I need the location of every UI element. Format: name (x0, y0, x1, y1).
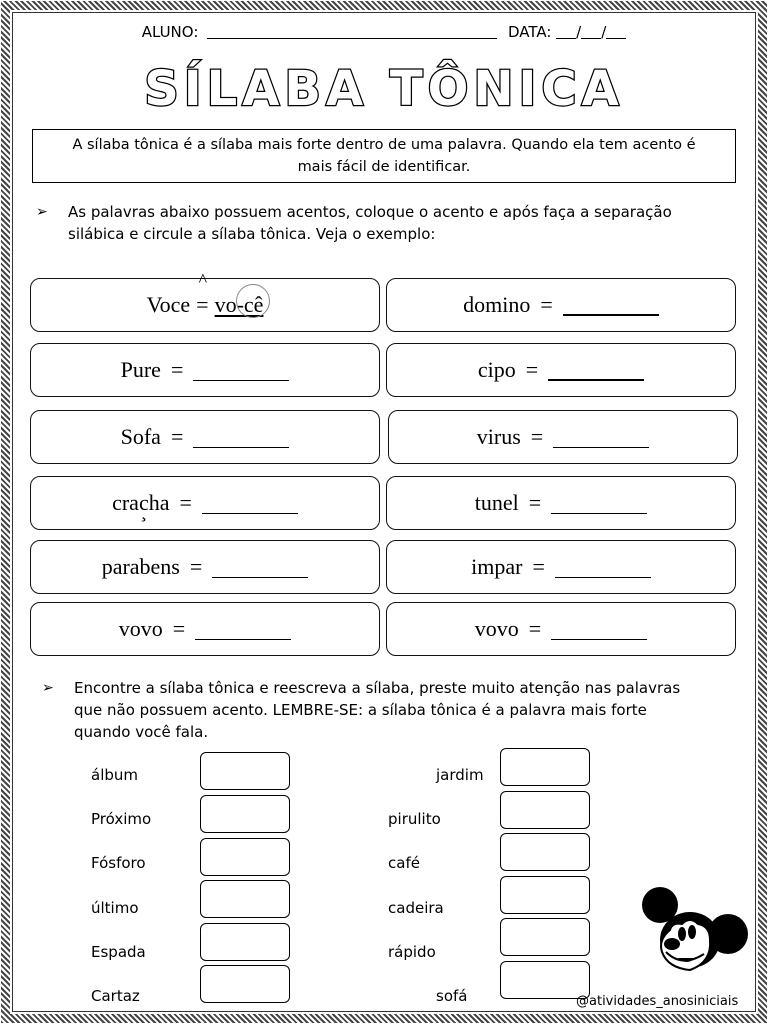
equals-sign: = (540, 292, 553, 317)
answer-blank[interactable] (551, 493, 647, 514)
list-word: rápido (388, 943, 436, 961)
circumflex-accent-mark: ^ (198, 270, 208, 290)
word-box (30, 410, 380, 464)
word-label: vovo (118, 616, 163, 641)
student-label: ALUNO: (141, 23, 199, 41)
definition-box (32, 129, 736, 183)
word-box (386, 278, 736, 332)
exercise1-instruction (36, 201, 736, 245)
answer-blank[interactable] (195, 619, 291, 640)
equals-sign: = (172, 616, 186, 641)
equals-sign: = (528, 490, 542, 515)
equals-sign: = (532, 554, 545, 579)
exercise2-instruction (42, 677, 742, 743)
example-word-box (30, 270, 380, 332)
word-box (386, 540, 736, 594)
list-word: Espada (91, 943, 146, 961)
example-word: Voce (146, 292, 191, 317)
instruction-line: As palavras abaixo possuem acentos, coloque o acento e após faça a separação (68, 203, 672, 221)
word-label: parabens (101, 554, 180, 579)
answer-blank[interactable] (548, 359, 644, 381)
word-label: impar (471, 554, 523, 579)
arrow-bullet-icon: ➢ (36, 204, 48, 220)
list-word: cadeira (388, 899, 444, 917)
date-separator: / (601, 23, 607, 41)
word-label: virus (476, 424, 521, 449)
word-box (30, 602, 380, 656)
equals-sign: = (170, 424, 184, 449)
syllable-answer-box[interactable] (500, 918, 590, 956)
instruction-line: silábica e circule a sílaba tônica. Veja o exemplo: (68, 225, 436, 243)
equals-sign: = (525, 357, 539, 382)
instruction-line: quando você fala. (74, 723, 209, 741)
syllable-answer-box[interactable] (200, 923, 290, 961)
word-box (30, 343, 380, 397)
answer-blank[interactable] (193, 360, 289, 381)
answer-blank[interactable] (563, 294, 659, 316)
word-box (30, 540, 380, 594)
example-answer: vo-cê (215, 292, 264, 318)
syllable-answer-box[interactable] (500, 748, 590, 786)
page-title: SÍLABA TÔNICA (144, 61, 624, 117)
syllable-answer-box[interactable] (200, 838, 290, 876)
syllable-answer-box[interactable] (500, 876, 590, 914)
answer-blank[interactable] (193, 427, 289, 448)
word-box (388, 410, 738, 464)
equals-sign: = (528, 616, 542, 641)
answer-blank[interactable] (551, 619, 647, 640)
student-name-blank[interactable] (207, 22, 497, 39)
list-word: sofá (436, 987, 468, 1005)
syllable-answer-box[interactable] (500, 791, 590, 829)
word-label: cipo (477, 357, 516, 382)
date-day-blank[interactable] (556, 22, 576, 39)
list-word: Próximo (91, 810, 152, 828)
syllable-answer-box[interactable] (200, 752, 290, 790)
list-word: jardim (436, 766, 484, 784)
instruction-line: Encontre a sílaba tônica e reescreva a sílaba, preste muito atenção nas palavras (74, 679, 681, 697)
syllable-answer-box[interactable] (200, 795, 290, 833)
equals-sign: = (530, 424, 544, 449)
answer-blank[interactable] (202, 493, 298, 514)
word-label: tunel (474, 490, 519, 515)
word-label: Sofa (120, 424, 161, 449)
header-line (0, 18, 768, 46)
word-box (386, 343, 736, 397)
word-label: vovo (474, 616, 519, 641)
arrow-bullet-icon: ➢ (42, 680, 54, 696)
word-box (30, 476, 380, 530)
word-box (386, 476, 736, 530)
date-separator: / (576, 23, 582, 41)
date-year-blank[interactable] (606, 22, 626, 39)
equals-sign: = (179, 490, 192, 515)
credit-handle: @atividades_anosiniciais (576, 994, 739, 1009)
instruction-line: que não possuem acento. LEMBRE-SE: a sílaba tônica é a palavra mais forte (74, 701, 647, 719)
word-box (386, 602, 736, 656)
equals-sign: = (170, 357, 184, 382)
syllable-answer-box[interactable] (500, 833, 590, 871)
list-word: Fósforo (91, 854, 146, 872)
list-word: último (91, 899, 139, 917)
equals-sign: = (189, 554, 203, 579)
list-word: pirulito (388, 810, 441, 828)
list-word: café (388, 854, 420, 872)
answer-blank[interactable] (212, 557, 308, 578)
answer-blank[interactable] (555, 557, 651, 578)
mickey-head-icon (632, 880, 752, 980)
word-label: domino (463, 292, 531, 317)
date-label: DATA: (507, 23, 552, 41)
list-word: Cartaz (91, 987, 140, 1005)
definition-line: mais fácil de identificar. (297, 159, 471, 175)
list-word: álbum (91, 766, 138, 784)
word-label: Pure (120, 357, 161, 382)
definition-line: A sílaba tônica é a sílaba mais forte dentro de uma palavra. Quando ela tem acento é (72, 137, 696, 153)
date-month-blank[interactable] (581, 22, 601, 39)
syllable-answer-box[interactable] (200, 880, 290, 918)
equals-sign: = (196, 292, 209, 317)
syllable-answer-box[interactable] (200, 965, 290, 1003)
tonic-syllable-circle (236, 284, 270, 318)
answer-blank[interactable] (553, 427, 649, 448)
word-label: cracha (112, 490, 170, 515)
